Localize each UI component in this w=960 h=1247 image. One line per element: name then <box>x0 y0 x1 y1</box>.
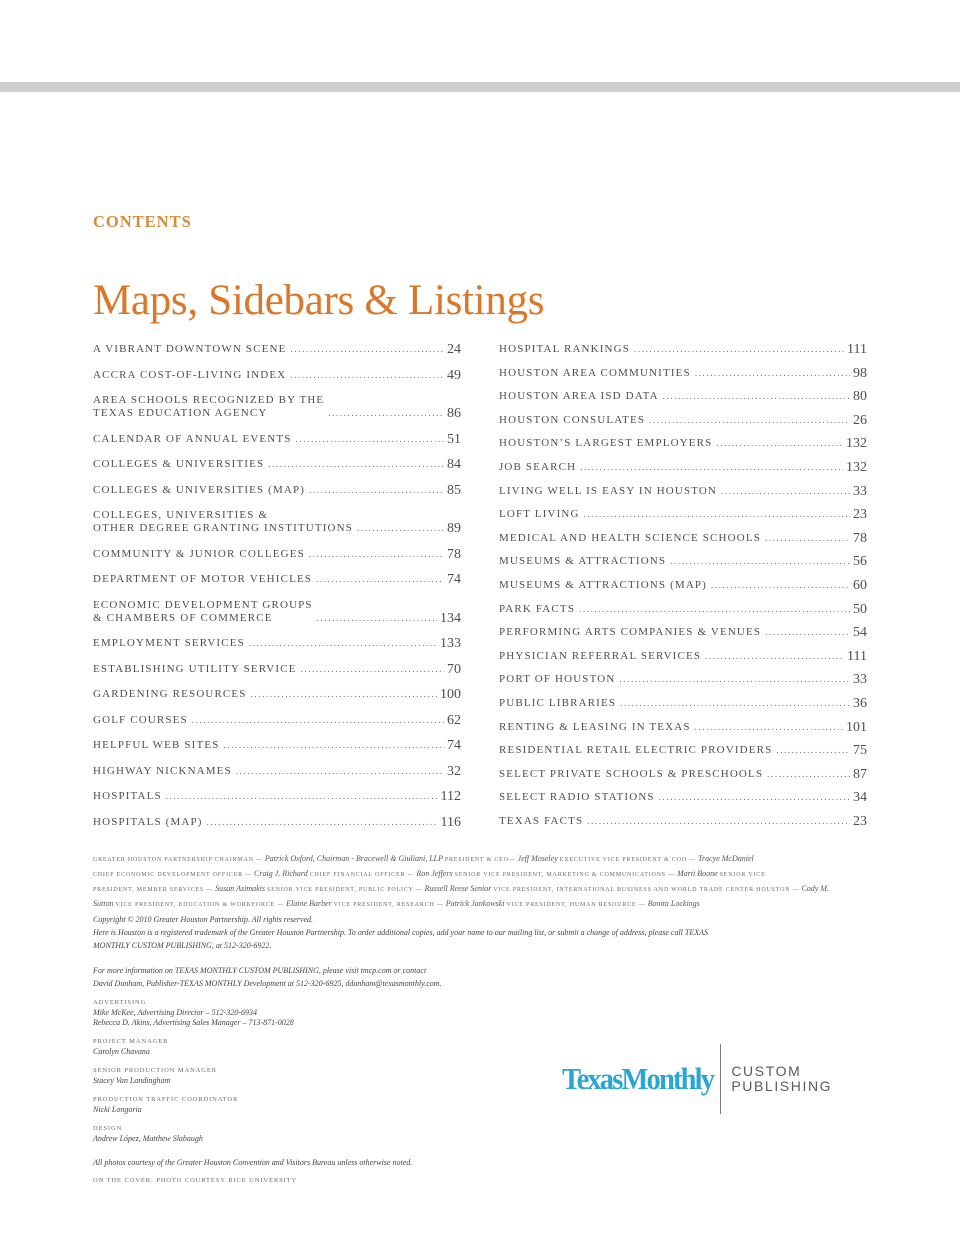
credit-name: Patrick Oxford, Chairman - Bracewell & Giuliani, LLP <box>264 854 443 863</box>
toc-entry-label-line: MUSEUMS & ATTRACTIONS <box>499 555 667 568</box>
toc-entry-label <box>93 637 245 650</box>
toc-entry-label-line: ECONOMIC DEVELOPMENT GROUPS <box>93 598 313 611</box>
toc-entry-label <box>93 816 203 829</box>
toc-entry <box>93 509 461 535</box>
toc-entry <box>93 714 461 727</box>
toc-entry <box>93 548 461 561</box>
toc-entry-label <box>93 548 305 561</box>
toc-entry-label <box>499 390 659 403</box>
credit-name: Bonita Lockings <box>647 899 700 908</box>
dot-leader <box>309 485 444 495</box>
dot-leader <box>291 344 444 354</box>
toc-entry-label <box>499 532 761 545</box>
section-label: CONTENTS <box>93 212 192 231</box>
toc-entry <box>499 626 867 639</box>
dot-leader <box>721 486 850 496</box>
toc-entry-label <box>499 579 707 592</box>
dot-leader <box>207 817 438 827</box>
toc-page-number: 33 <box>853 483 867 499</box>
toc-entry <box>93 637 461 650</box>
toc-entry-label <box>93 790 162 803</box>
toc-page-number: 86 <box>447 406 461 421</box>
toc-entry <box>499 650 867 663</box>
toc-page-number: 49 <box>447 367 461 383</box>
dot-leader <box>587 816 850 826</box>
toc-entry-label <box>499 744 772 757</box>
credit-name: Jeff Moseley <box>517 854 558 863</box>
credit-title: VICE PRESIDENT, RESEARCH — <box>333 902 444 908</box>
toc-entry-label-line: ESTABLISHING UTILITY SERVICE <box>93 662 297 675</box>
toc-page-number: 60 <box>853 577 867 593</box>
toc-entry <box>499 485 867 498</box>
toc-entry-label <box>499 485 717 498</box>
toc-page-number: 70 <box>447 661 461 677</box>
toc-page-number: 26 <box>853 412 867 428</box>
toc-entry-label-line: PERFORMING ARTS COMPANIES & VENUES <box>499 626 762 639</box>
toc-entry-label <box>499 697 616 710</box>
toc-entry-label <box>499 603 575 616</box>
credit-name: Craig J. Richard <box>254 869 308 878</box>
staff-name: Carolyn Chavana <box>93 1047 150 1056</box>
dot-leader <box>584 509 850 519</box>
toc-entry-label-line: HIGHWAY NICKNAMES <box>93 764 232 777</box>
toc-entry-label-line: PORT OF HOUSTON <box>499 673 616 686</box>
toc-page-number: 100 <box>440 687 461 702</box>
toc-page-number: 85 <box>447 482 461 498</box>
toc-page-number: 34 <box>853 790 867 806</box>
toc-page-number: 132 <box>846 459 867 475</box>
toc-entry-label-line: HOSPITALS (MAP) <box>93 815 203 828</box>
staff-name: Nicki Longoria <box>93 1105 142 1114</box>
toc-entry <box>499 390 867 403</box>
dot-leader <box>296 434 444 444</box>
toc-entry-label <box>93 343 287 356</box>
dot-leader <box>620 698 850 708</box>
contact-info <box>93 964 853 990</box>
texas-monthly-custom-publishing-logo <box>562 1044 832 1114</box>
toc-entry-label-line: OTHER DEGREE GRANTING INSTITUTIONS <box>93 522 353 534</box>
trademark-text-cont: MONTHLY CUSTOM PUBLISHING, at 512-320-6922. <box>93 941 272 950</box>
toc-entry-label-line: PUBLIC LIBRARIES <box>499 696 617 709</box>
logo-sub-line: CUSTOM <box>731 1063 802 1079</box>
toc-page-number: 23 <box>853 813 867 829</box>
toc-entry <box>93 394 461 420</box>
credit-title: VICE PRESIDENT, EDUCATION & WORKFORCE — <box>115 902 285 908</box>
logo-divider <box>720 1044 721 1114</box>
toc-entry-label <box>93 663 297 676</box>
toc-entry-label <box>499 461 576 474</box>
toc-entry-label-line: ACCRA COST-OF-LIVING INDEX <box>93 368 287 381</box>
toc-entry-label-line: RESIDENTIAL RETAIL ELECTRIC PROVIDERS <box>499 744 773 757</box>
credit-name: Cody M. <box>801 884 830 893</box>
toc-entry-label-line: A VIBRANT DOWNTOWN SCENE <box>93 343 287 355</box>
toc-entry-label <box>93 458 264 471</box>
toc-page-number: 87 <box>853 766 867 782</box>
toc-entry-label-line: CALENDAR OF ANNUAL EVENTS <box>93 432 292 445</box>
toc-entry-label-line: COMMUNITY & JUNIOR COLLEGES <box>93 547 305 560</box>
toc-entry-label <box>499 650 701 663</box>
credit-title: GREATER HOUSTON PARTNERSHIP CHAIRMAN — <box>93 857 263 863</box>
credit-name: Patrick Jankowski <box>445 899 505 908</box>
credit-name: Senior <box>470 884 492 893</box>
staff-name: Rebecca D. Akins, Advertising Sales Manager – 713-871-0028 <box>93 1018 294 1027</box>
toc-entry-label <box>499 721 691 734</box>
toc-entry-label-line: TEXAS EDUCATION AGENCY <box>93 407 268 419</box>
toc-entry-label <box>499 791 655 804</box>
toc-entry <box>499 603 867 616</box>
toc-page-number: 112 <box>440 789 461 804</box>
toc-page-number: 101 <box>846 719 867 735</box>
toc-entry-label <box>93 433 292 446</box>
toc-entry-label-line: SELECT RADIO STATIONS <box>499 791 655 804</box>
dot-leader <box>317 613 437 623</box>
toc-entry <box>93 816 461 829</box>
toc-entry-label <box>499 815 583 828</box>
cover-note: ON THE COVER: PHOTO COURTESY RICE UNIVERSITY <box>93 1177 298 1184</box>
toc-page-number: 111 <box>847 342 867 357</box>
dot-leader <box>580 462 843 472</box>
staff-group <box>93 998 853 1028</box>
credit-title: PRESIDENT, MEMBER SERVICES — <box>93 887 214 893</box>
toc-entry <box>499 367 867 380</box>
toc-entry-label-line: EMPLOYMENT SERVICES <box>93 637 245 649</box>
toc-entry-label-line: COLLEGES, UNIVERSITIES & <box>93 509 269 521</box>
toc-entry-label-line: LIVING WELL IS EASY IN HOUSTON <box>499 484 718 497</box>
toc-page-number: 51 <box>447 431 461 447</box>
toc-entry-label-line: HOUSTON AREA ISD DATA <box>499 390 659 403</box>
toc-entry-label <box>499 343 630 356</box>
trademark-text: Here is Houston is a registered trademark of the Greater Houston Partnership. To order additional copies, add your name to our mailing list, or submit a change of address, please call TEXAS <box>93 928 709 937</box>
toc-entry-label-line: GOLF COURSES <box>93 713 188 726</box>
dot-leader <box>695 722 843 732</box>
dot-leader <box>268 459 444 469</box>
dot-leader <box>634 344 844 354</box>
toc-entry <box>499 579 867 592</box>
dot-leader <box>579 604 850 614</box>
toc-entry <box>93 663 461 676</box>
dot-leader <box>716 438 843 448</box>
credit-name: Marti Boone <box>677 869 718 878</box>
toc-entry-label-line: HOUSTON CONSULATES <box>499 413 646 426</box>
credit-name: Tracye McDaniel <box>697 854 754 863</box>
photo-credit: All photos courtesy of the Greater Houston Convention and Visitors Bureau unless otherwise noted. <box>93 1158 413 1167</box>
toc-entry-label <box>93 484 305 497</box>
toc-entry <box>499 461 867 474</box>
toc-page-number: 116 <box>440 814 461 830</box>
toc-page-number: 89 <box>447 521 461 536</box>
credit-title: SENIOR VICE <box>719 872 766 878</box>
toc-entry-label-line: RENTING & LEASING IN TEXAS <box>499 720 691 733</box>
dot-leader <box>224 740 445 750</box>
toc-entry <box>499 815 867 828</box>
toc-page-number: 62 <box>447 712 461 728</box>
dot-leader <box>705 651 844 661</box>
dot-leader <box>695 368 850 378</box>
toc-entry-label <box>93 573 312 586</box>
toc-entry <box>93 599 461 625</box>
toc-page-number: 98 <box>853 365 867 381</box>
dot-leader <box>357 523 444 533</box>
toc-entry <box>499 532 867 545</box>
toc-entry-label <box>499 367 691 380</box>
toc-entry-label-line: AREA SCHOOLS RECOGNIZED BY THE <box>93 394 325 406</box>
contact-line: For more information on TEXAS MONTHLY CUSTOM PUBLISHING, please visit tmcp.com or contact <box>93 966 427 975</box>
toc-entry <box>93 433 461 446</box>
dot-leader <box>711 580 850 590</box>
toc-page-number: 78 <box>447 546 461 562</box>
toc-entry-label-line: COLLEGES & UNIVERSITIES <box>93 458 265 470</box>
toc-entry-label-line: & CHAMBERS OF COMMERCE <box>93 611 273 624</box>
toc-entry-label-line: PHYSICIAN REFERRAL SERVICES <box>499 649 702 662</box>
toc-entry-label <box>93 509 353 535</box>
toc-entry <box>499 508 867 521</box>
credit-name: Sutton <box>93 899 114 908</box>
toc-page-number: 32 <box>447 763 461 779</box>
toc-entry <box>499 555 867 568</box>
staff-name: Andrew López, Matthew Slabaugh <box>93 1134 203 1143</box>
staff-role: PRODUCTION TRAFFIC COORDINATOR <box>93 1096 239 1103</box>
credit-name: Ron Jeffers <box>416 869 453 878</box>
toc-entry-label-line: GARDENING RESOURCES <box>93 688 247 700</box>
dot-leader <box>767 769 850 779</box>
toc-entry <box>93 343 461 356</box>
logo-wordmark: TexasMonthly <box>562 1061 714 1096</box>
toc-page-number: 132 <box>846 436 867 452</box>
staff-group <box>93 1124 853 1144</box>
toc-entry <box>93 484 461 497</box>
toc-entry-label-line: MUSEUMS & ATTRACTIONS (MAP) <box>499 578 707 591</box>
toc-entry-label-line: HOUSTON’S LARGEST EMPLOYERS <box>499 437 713 450</box>
toc-entry <box>93 790 461 803</box>
toc-entry <box>499 697 867 710</box>
credit-name: Susan Asimakis <box>215 884 266 893</box>
toc-page-number: 24 <box>447 342 461 357</box>
toc-entry-label <box>93 688 247 701</box>
toc-entry-label <box>93 599 313 625</box>
toc-entry <box>499 414 867 427</box>
toc-entry <box>499 437 867 450</box>
toc-entry-label-line: HOSPITALS <box>93 790 162 802</box>
toc-entry <box>499 744 867 757</box>
toc-entry-label <box>499 626 761 639</box>
toc-entry <box>93 739 461 752</box>
dot-leader <box>649 415 850 425</box>
credit-title: CHIEF FINANCIAL OFFICER — <box>309 872 415 878</box>
credit-name: Russell Reese <box>424 884 469 893</box>
toc-page-number: 36 <box>853 695 867 711</box>
toc-entry-label-line: HOSPITAL RANKINGS <box>499 343 631 355</box>
toc-entry <box>93 688 461 701</box>
dot-leader <box>670 556 850 566</box>
staff-name: Mike McKee, Advertising Director – 512-320-6934 <box>93 1008 257 1017</box>
credit-title: PRESIDENT & CEO— <box>444 857 516 863</box>
toc-entry-label <box>93 714 188 727</box>
credit-title: VICE PRESIDENT, HUMAN RESOURCE — <box>506 902 646 908</box>
credit-title: CHIEF ECONOMIC DEVELOPMENT OFFICER — <box>93 872 253 878</box>
toc-page-number: 23 <box>853 507 867 523</box>
credit-name: Elaine Barber <box>286 899 332 908</box>
credit-title: VICE PRESIDENT, INTERNATIONAL BUSINESS AND WORLD TRADE CENTER HOUSTON — <box>493 887 800 893</box>
logo-subtitle <box>731 1064 832 1094</box>
toc-entry-label <box>93 739 220 752</box>
dot-leader <box>619 674 850 684</box>
staff-role: DESIGN <box>93 1125 123 1132</box>
dot-leader <box>316 574 444 584</box>
toc-entry-label-line: SELECT PRIVATE SCHOOLS & PRESCHOOLS <box>499 767 764 780</box>
toc-entry-label <box>499 768 763 781</box>
toc-entry-label <box>499 414 645 427</box>
toc-entry-label <box>499 437 712 450</box>
toc-left-column <box>93 343 461 841</box>
toc-entry-label-line: DEPARTMENT OF MOTOR VEHICLES <box>93 573 313 585</box>
toc-page-number: 75 <box>853 743 867 759</box>
toc-entry-label-line: HELPFUL WEB SITES <box>93 739 220 751</box>
toc-entry-label-line: COLLEGES & UNIVERSITIES (MAP) <box>93 483 306 496</box>
toc-entry-label-line: PARK FACTS <box>499 602 576 615</box>
dot-leader <box>309 549 444 559</box>
toc-page-number: 56 <box>853 554 867 570</box>
toc-entry-label <box>499 555 666 568</box>
toc-page-number: 74 <box>447 738 461 753</box>
staff-role: ADVERTISING <box>93 999 147 1006</box>
toc-entry <box>499 721 867 734</box>
toc-entry-label <box>93 369 286 382</box>
staff-role: PROJECT MANAGER <box>93 1038 169 1045</box>
partnership-credits <box>93 852 868 912</box>
dot-leader <box>663 391 850 401</box>
toc-entry <box>499 343 867 356</box>
toc-entry-label <box>93 394 324 420</box>
contact-line: David Dunham, Publisher-TEXAS MONTHLY Development at 512-320-6925, ddunham@texasmonthly.com. <box>93 979 442 988</box>
toc-page-number: 80 <box>853 389 867 405</box>
dot-leader <box>765 627 850 637</box>
toc-entry <box>499 673 867 686</box>
staff-role: SENIOR PRODUCTION MANAGER <box>93 1067 217 1074</box>
dot-leader <box>765 533 850 543</box>
toc-page-number: 111 <box>847 648 867 664</box>
toc-entry-label-line: JOB SEARCH <box>499 460 577 473</box>
credit-title: SENIOR VICE PRESIDENT, PUBLIC POLICY — <box>267 887 423 893</box>
dot-leader <box>251 689 437 699</box>
toc-entry <box>93 369 461 382</box>
toc-entry <box>93 458 461 471</box>
top-rule <box>0 82 960 92</box>
page-title: Maps, Sidebars & Listings <box>93 277 545 324</box>
dot-leader <box>290 370 444 380</box>
toc-page-number: 134 <box>440 610 461 626</box>
toc-page-number: 33 <box>853 672 867 688</box>
dot-leader <box>249 638 437 648</box>
toc-entry <box>499 768 867 781</box>
dot-leader <box>776 745 850 755</box>
toc-entry-label <box>93 765 232 778</box>
toc-page-number: 74 <box>447 572 461 587</box>
toc-page-number: 84 <box>447 457 461 472</box>
dot-leader <box>659 792 850 802</box>
toc-entry-label-line: HOUSTON AREA COMMUNITIES <box>499 366 691 379</box>
toc-page-number: 78 <box>853 530 867 546</box>
toc-entry <box>93 765 461 778</box>
credit-title: SENIOR VICE PRESIDENT, MARKETING & COMMUNICATIONS — <box>454 872 675 878</box>
toc-page-number: 133 <box>440 636 461 651</box>
toc-entry-label-line: TEXAS FACTS <box>499 814 584 827</box>
toc-page-number: 50 <box>853 601 867 617</box>
toc-entry-label <box>499 508 580 521</box>
copyright-text: Copyright © 2010 Greater Houston Partnership. All rights reserved. <box>93 915 313 924</box>
toc-entry <box>499 791 867 804</box>
dot-leader <box>192 715 444 725</box>
toc-page-number: 54 <box>853 625 867 641</box>
staff-name: Stacey Van Landingham <box>93 1076 171 1085</box>
toc-entry-label-line: LOFT LIVING <box>499 508 580 521</box>
toc-entry-label-line: MEDICAL AND HEALTH SCIENCE SCHOOLS <box>499 531 761 544</box>
logo-sub-line: PUBLISHING <box>731 1078 833 1094</box>
legal-notice <box>93 913 853 952</box>
toc-entry <box>93 573 461 586</box>
toc-right-column <box>499 343 867 838</box>
dot-leader <box>328 408 444 418</box>
dot-leader <box>166 791 438 801</box>
credit-title: EXECUTIVE VICE PRESIDENT & COO — <box>559 857 696 863</box>
toc-entry-label <box>499 673 615 686</box>
dot-leader <box>236 766 444 776</box>
dot-leader <box>301 664 444 674</box>
